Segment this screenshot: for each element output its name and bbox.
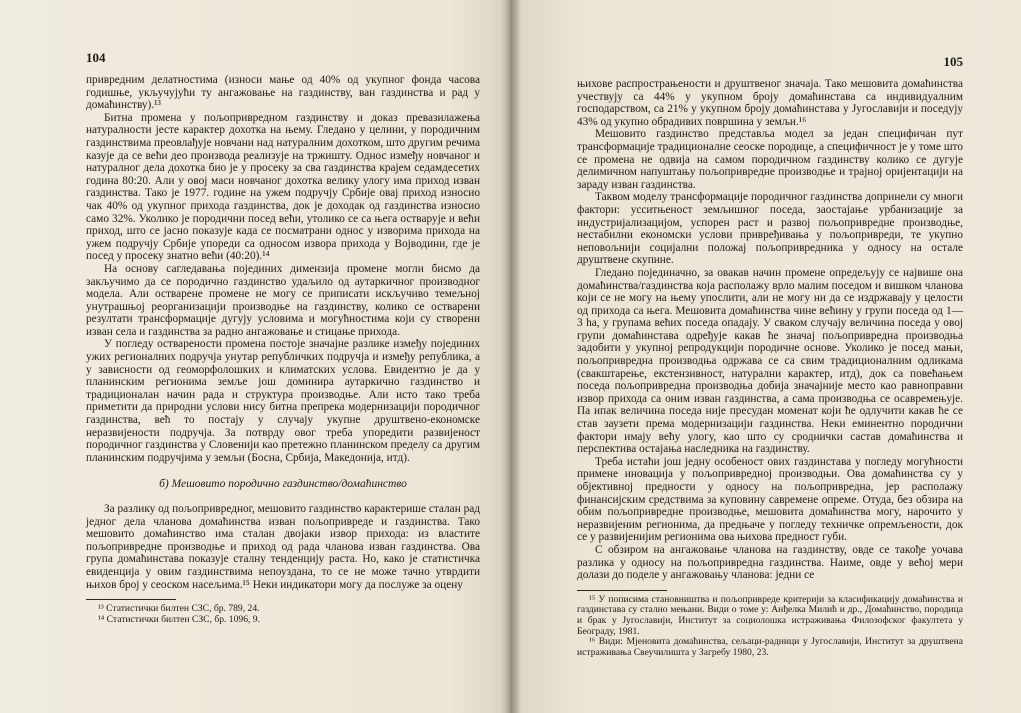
paragraph: У погледу остварености промена постоје значајне разлике између појединих ужих регионалних подручја унутар републичких подручја и између република, а у зависности од геоморфолошких и климатских услова. Евидентно је да у планинским регионима земље још доминира аутаркично газдинство и традиционалан начин рада и структура производње. Али исто тако треба приметити да природни услови нису битна препрека модернизацији породичног газдинства, већ то постају у случају укупне друштвено-економске неразвијености подручја. За потврду овог треба упоредити развијеност породичног газдинства у Словенији као претежно планинском пределу са другим планинским подручјима у земљи (Босна, Србија, Македонија, итд). — [86, 338, 480, 464]
paragraph: Гледано појединачно, за овакав начин промене опредељују се највише она домаћинства/газдинства која располажу врло малим поседом и вишком чланова који се не могу на њему упослити, али не могу ни да се издржавају у целости од прихода са њега. Мешовита домаћинства чине већину у групи поседа од 1—3 ha, у групама већих поседа опадају. У сваком случају величина поседа у овој групи домаћинстава одређује какав ће значај пољопривредна производња задобити у укупној репродукцији породичне основе. Уколико је посед мањи, пољопривредна производња одржава се са свим традиционалним одликама (свакштарење, екстензивност, натурални карактер, итд), док са повећањем поседа пољопривредна производња добија значајније место као равноправни извор прихода са оним изван газдинства, а сама производња се осавремењује. Па ипак величина поседа није пресудан моменат који ће одлучити какав ће се став заузети према модернизацији газдинства. Неки еминентно породични фактори имају већу улогу, као што су сроднички састав домаћинства и перспектива остајања наследника на газдинству. — [577, 266, 963, 456]
paragraph: привредним делатностима (износи мање од 40% од укупног фонда часова годишње, укључујући ту ангажовање на газдинству, ван газдинства и рад у домаћинству).¹³ — [86, 74, 480, 112]
footnote: ¹⁶ Види: Мјеновита домаћинства, сељаци-радници у Југославији, Институт за друштвена истраживања Свеучилишта у Загребу 1980, 23. — [577, 636, 963, 658]
paragraph: С обзиром на ангажовање чланова на газдинству, овде се такође уочава разлика у односу на пољопривредна газдинства. Наиме, овде у већој мери долази до поделе у ангажовању чланова: једни се — [577, 543, 963, 582]
body-text — [86, 74, 480, 591]
paragraph: Битна промена у пољопривредном газдинству и доказ превазилажења натуралности јесте карактер дохотка на њему. Гледано у целини, у породичним газдинствима преовлађује новчани над натуралним дохотком, што другим речима казује да се већи део производа реализује на тржишту. Однос између новчаног и натуралног дела дохотка био је у просеку за сва газдинства крајем седамдесетих година 80:20. Али у овој маси новчаног дохотка велику улогу има приход изван газдинства. Тако је 1977. године на ужем подручју Србије овај приход износио чак 40% од укупног прихода газдинства, док је доходак од газдинства износио само 32%. Уколико је породични посед већи, утолико се са њега остварује и већи приход, што се јасно показује када се посматрани однос у изворима прихода на ужем подручју Србије упореди са односом извора прихода у Војводини, где је посед у просеку знатно већи (40:20).¹⁴ — [86, 111, 480, 263]
paragraph: Треба истаћи још једну особеност ових газдинстава у погледу могућности примене иновација у пољопривредној производњи. Ова домаћинства су у објективној предности у односу на пољопривредна, јер располажу финансијским средствима за куповину савремене опреме. Отуда, без обзира на обим пољопривредне производње, мешовита домаћинства могу, нарочито у неразвијеним регионима, да предњаче у погледу техничке опремљености, док се у развијенијим регионима ова њихова предност губи. — [577, 455, 963, 544]
page-number: 105 — [943, 54, 963, 69]
body-text — [577, 78, 963, 582]
footnote: ¹⁵ У пописима становништва и пољопривреде критерији за класификацију домаћинства и газдинстава су стално мењани. Види о томе у: Анђелка Милић и др., Домаћинство, породица и брак у Југославији, Институт за социолошка истраживања Филозофског факултета у Београду, 1981. — [577, 593, 963, 637]
section-heading: б) Мешовито породично газдинство/домаћинство — [159, 478, 407, 491]
footnote-divider — [577, 590, 667, 591]
paragraph: Мешовито газдинство представља модел за један специфичан пут трансформације традиционалне сеоске породице, а специфичност је у томе што се промена не одвија на самом породичном газдинству колико се дугује делимичном напуштању пољопривредне производње и трајној оријентацији на зараду изван газдинства. — [577, 128, 963, 191]
footnotes — [86, 604, 480, 625]
page-number: 104 — [86, 50, 106, 65]
paragraph: њихове распрострањености и друштвеног значаја. Тако мешовита домаћинства учествују са 44% у укупном броју домаћинстава са индивидуалним господарством, са 21% у укупном броју домаћинстава у Југославији и поседују 43% од укупно обрадивих површина у земљи.¹⁶ — [577, 78, 963, 128]
footnote-divider — [86, 599, 176, 600]
footnotes — [577, 595, 963, 659]
right-page — [511, 0, 1021, 713]
paragraph: На основу сагледавања појединих димензија промене могли бисмо да закључимо да се породично газдинство удаљило од аутаркичног производног модела. Али остварене промене не могу се приписати искључиво темељној унутрашњој реорганизацији производње на газдинству, колико се остварени резултати трансформације дугују условима и могућностима који су створени изван села и газдинства за радно ангажовање и стицање прихода. — [86, 262, 480, 338]
footnote: ¹⁴ Статистички билтен СЗС, бр. 1096, 9. — [98, 613, 260, 625]
paragraph: Таквом моделу трансформације породичног газдинства допринели су многи фактори: усситњеност земљишног поседа, заостајање урбанизације за индустријализацијом, успорен раст и развој пољопривредне производње, нестабилни економски услови привређивања у пољопривреди, те укупно неповољнији социјални положај пољопривредника у односу на остале друштвене скупине. — [577, 191, 963, 267]
paragraph: За разлику од пољопривредног, мешовито газдинство карактерише сталан рад једног дела чланова домаћинства изван пољопривреде и газдинства. Тако мешовито домаћинство има сталан двојаки извор прихода: из властите пољопривредне производње и приход од рада чланова изван газдинства. Ова група домаћинстава показује сталну тенденцију раста. Но, како је статистичка евиденција у овим газдинствима непоуздана, то се не може тачно утврдити њихов број у сеоском насељима.¹⁵ Неки индикатори могу да послуже за оцену — [86, 503, 480, 591]
footnote: ¹³ Статистички билтен СЗС, бр. 789, 24. — [98, 603, 260, 615]
